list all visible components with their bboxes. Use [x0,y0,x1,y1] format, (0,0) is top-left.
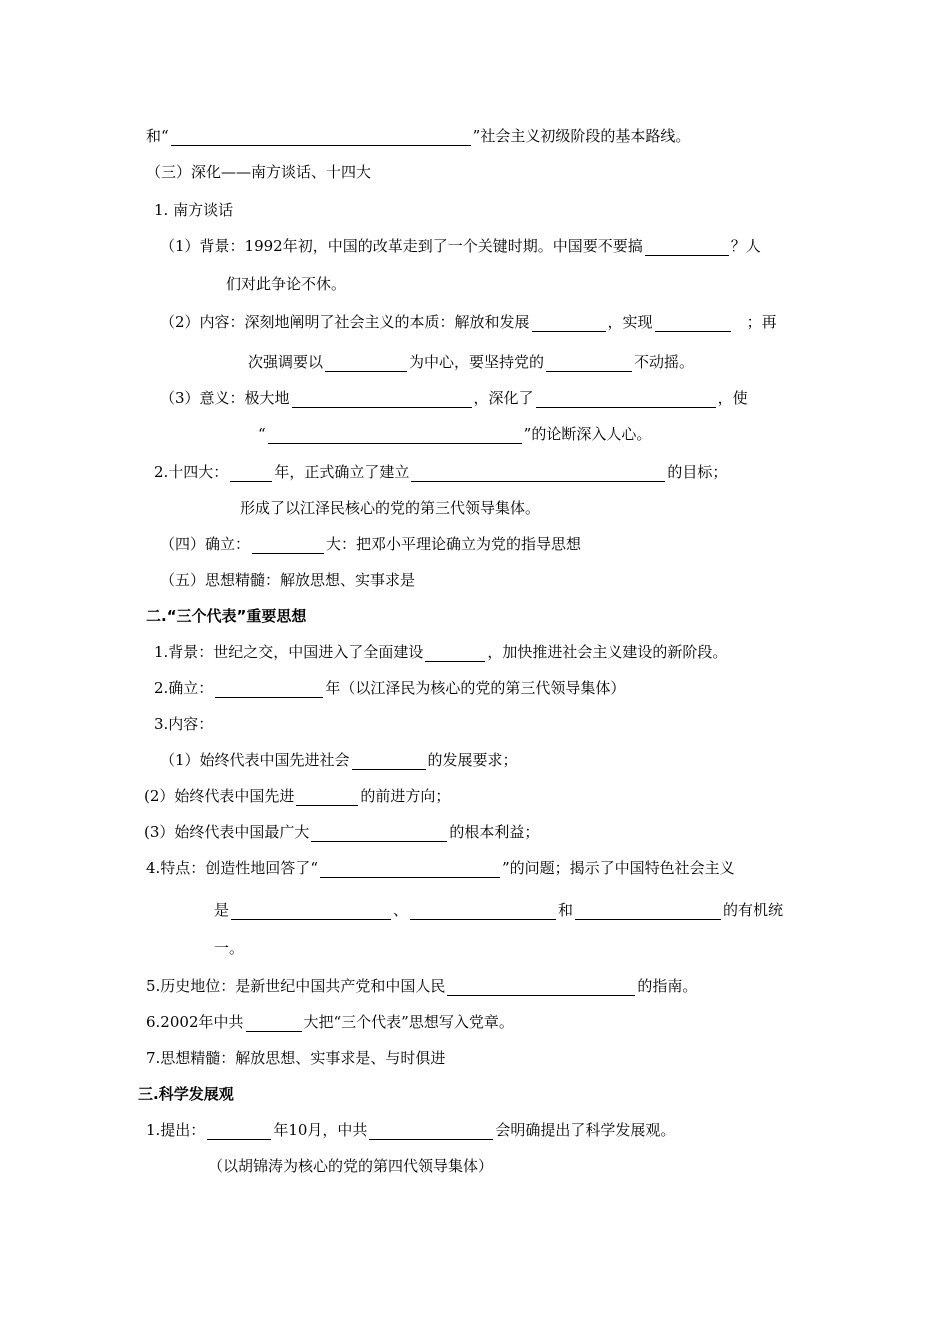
tr-party-charter [146,1012,514,1032]
blank-congress[interactable] [252,538,324,554]
text: （3）意义：极大地 [160,389,290,407]
blank-productivity[interactable] [532,316,606,332]
blank-guide[interactable] [447,980,635,996]
heading-three-represents: 二.“三个代表”重要思想 [146,607,307,625]
text: 和“ [146,127,169,145]
blank-basic-line-2[interactable] [546,356,632,372]
blank-feature-2[interactable] [410,904,556,920]
text: ；再 [746,313,777,331]
heading-scientific-development: 三.科学发展观 [138,1085,234,1103]
background-line-cont: 们对此争论不休。 [226,275,347,293]
text: 1.提出： [146,1121,206,1139]
blank-significance-2[interactable] [536,392,716,408]
blank-culture[interactable] [296,790,358,806]
blank-feature-3[interactable] [575,904,721,920]
blank-tr-year[interactable] [215,682,323,698]
text: 2.确立： [154,679,214,697]
blank-feature-1[interactable] [231,904,391,920]
text: （2）内容：深刻地阐明了社会主义的本质：解放和发展 [160,313,530,331]
blank-significance-1[interactable] [292,392,472,408]
blank-people[interactable] [311,826,447,842]
tr-item-1 [160,750,518,770]
tr-features-end: 一。 [214,939,245,957]
text: 不动摇。 [634,353,695,371]
text: 会明确提出了科学发展观。 [495,1121,676,1139]
fourteenth-congress-cont: 形成了以江泽民核心的党的第三代领导集体。 [240,499,541,517]
background-line [160,236,761,256]
tr-item-2 [144,786,450,806]
establish-line [160,534,581,554]
text: ”的论断深入人心。 [523,425,652,443]
blank-basic-line[interactable] [171,130,471,146]
blank-productive-forces[interactable] [352,754,426,770]
blank-year[interactable] [230,466,272,482]
text: 的有机统 [723,901,784,919]
section-heading: （三）深化——南方谈话、十四大 [146,163,372,181]
text: ？人 [730,237,761,255]
essence-line: （五）思想精髓：解放思想、实事求是 [160,571,416,589]
text: 次强调要以 [248,353,324,371]
tr-background-line [154,642,727,662]
fourteenth-congress-line [154,462,727,482]
text: ”社会主义初级阶段的基本路线。 [472,127,691,145]
tr-historical-status [146,976,697,996]
text: （1）背景：1992年初，中国的改革走到了一个关键时期。中国要不要搞 [160,237,643,255]
text: 年（以江泽民为核心的党的第三代领导集体） [325,679,626,697]
text: 2.十四大： [154,463,229,481]
text: 年，正式确立了建立 [274,463,410,481]
blank-center[interactable] [325,356,407,372]
text: 、 [393,901,409,919]
text: ，加快推进社会主义建设的新阶段。 [487,643,728,661]
significance-line [160,388,748,408]
tr-features-cont [214,900,783,920]
tr-essence: 7.思想精髓：解放思想、实事求是、与时俱进 [146,1049,446,1067]
text: 的前进方向； [360,787,451,805]
text: 1.背景：世纪之交，中国进入了全面建设 [154,643,424,661]
basic-line-sentence [146,126,690,146]
text: （1）始终代表中国先进社会 [160,751,350,769]
text: ，实现 [607,313,653,331]
text: ，使 [717,389,748,407]
content-line-cont [248,352,694,372]
text: 的目标； [667,463,728,481]
text: 和 [558,901,574,919]
blank-goal[interactable] [411,466,665,482]
sd-proposed-line [146,1120,675,1140]
text: 的指南。 [637,977,698,995]
significance-line-cont [258,424,651,444]
blank-common-prosperity[interactable] [655,316,731,332]
text: “ [258,425,266,443]
blank-plenary[interactable] [369,1124,493,1140]
text: 是 [214,901,230,919]
text: 6.2002年中共 [146,1013,244,1031]
tr-content-heading: 3.内容： [154,715,214,733]
subheading-southern-talks: 1. 南方谈话 [154,201,234,219]
text: (2）始终代表中国先进 [144,787,295,805]
text: 大把“三个代表”思想写入党章。 [303,1013,514,1031]
tr-establish-line [154,678,625,698]
blank-xiaokang[interactable] [425,646,485,662]
text: 为中心，要坚持党的 [409,353,545,371]
text: ”的问题；揭示了中国特色社会主义 [501,859,735,877]
content-line [160,312,777,332]
text: 4.特点：创造性地回答了“ [146,859,318,877]
tr-features-line [146,858,735,878]
blank-market-economy[interactable] [645,240,729,256]
text: 的根本利益； [449,823,540,841]
blank-question[interactable] [320,862,500,878]
text: 年10月，中共 [273,1121,368,1139]
blank-sd-year[interactable] [207,1124,271,1140]
sd-leadership-note: （以胡锦涛为核心的党的第四代领导集体） [208,1157,494,1175]
text: 大：把邓小平理论确立为党的指导思想 [326,535,582,553]
text: (3）始终代表中国最广大 [144,823,310,841]
blank-congress-number[interactable] [246,1016,302,1032]
text: 的发展要求； [427,751,518,769]
text: （四）确立： [160,535,251,553]
text: ，深化了 [473,389,534,407]
blank-judgment[interactable] [268,428,522,444]
tr-item-3 [144,822,539,842]
text: 5.历史地位：是新世纪中国共产党和中国人民 [146,977,446,995]
